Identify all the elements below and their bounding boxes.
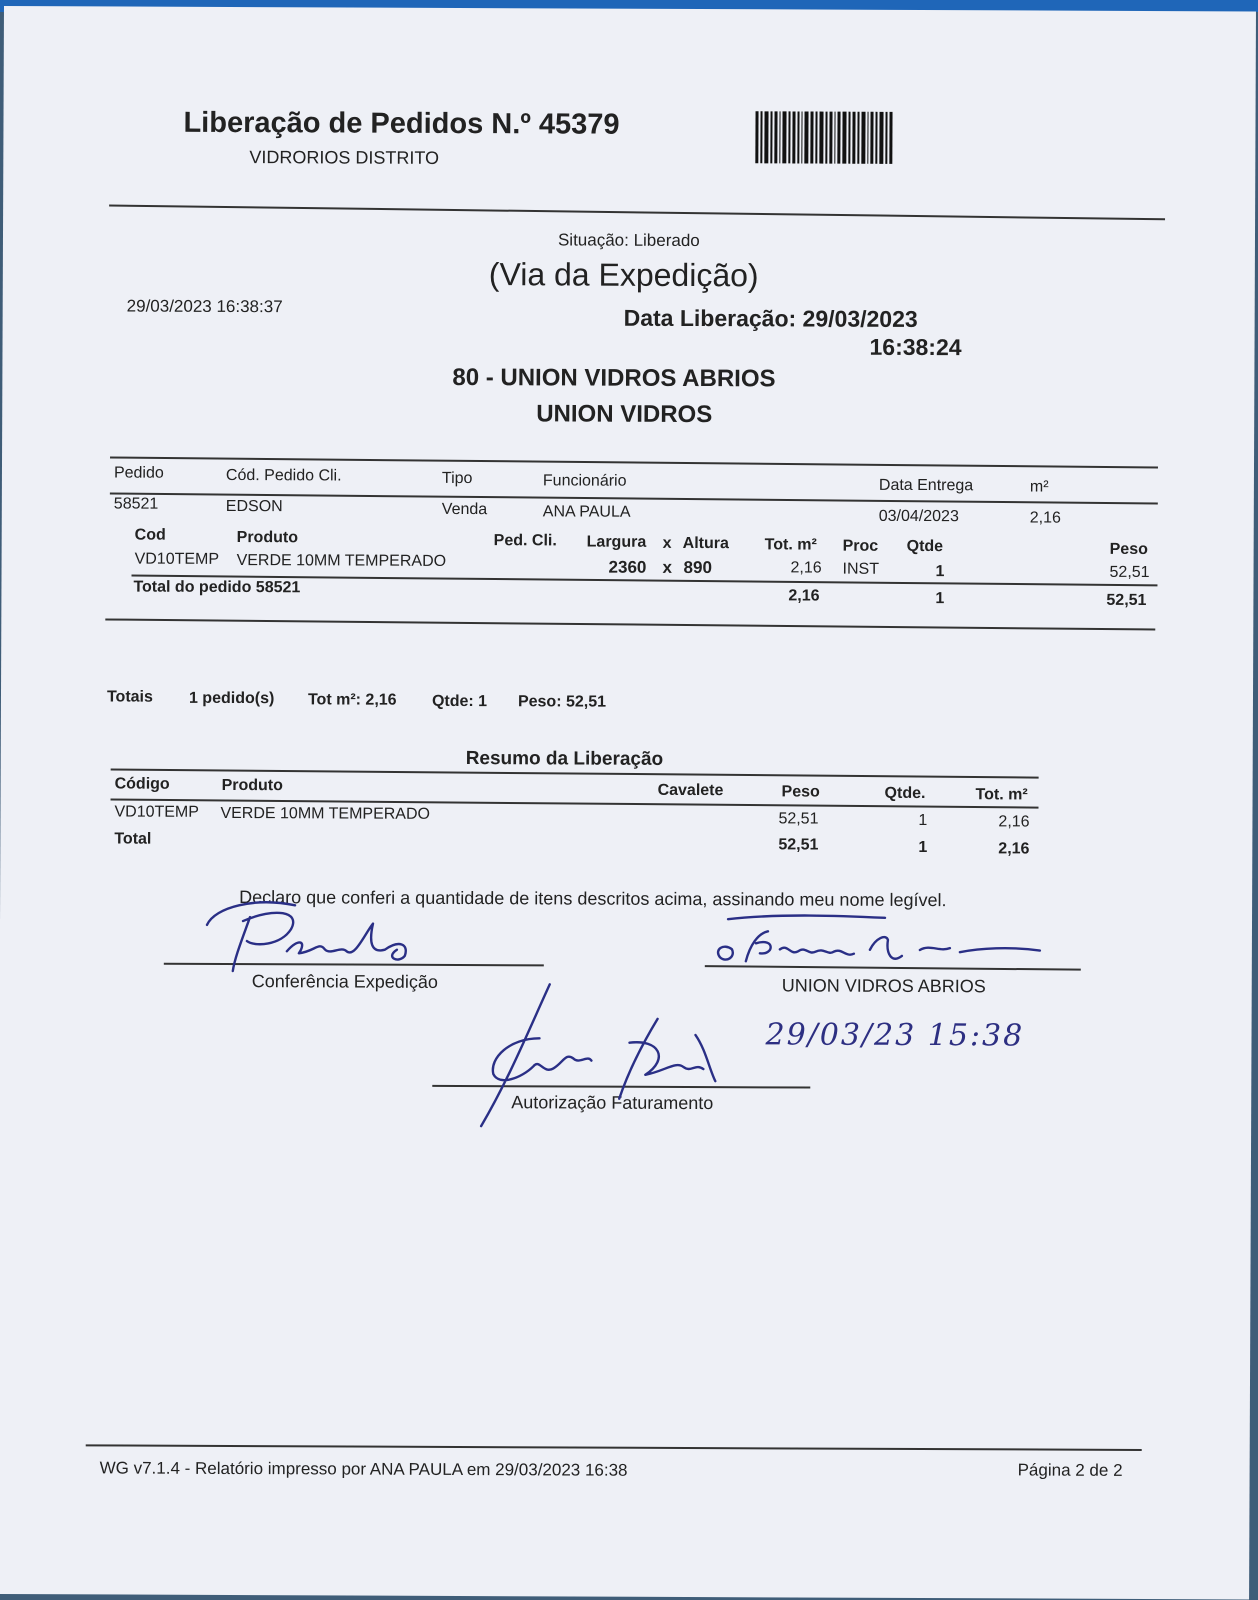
document-page [0,6,1256,1599]
item-altura: 890 [683,557,712,578]
totals-peso: Peso: 52,51 [517,693,607,711]
totals-m2: Tot m²: 2,16 [307,691,397,709]
item-header-qtde: Qtde [906,537,944,556]
signature-label-autorizacao: Autorização Faturamento [511,1092,714,1114]
footer-page-number: Página 2 de 2 [1017,1460,1123,1480]
item-peso: 52,51 [1109,563,1150,582]
item-header-cod: Cod [134,526,166,544]
item-header-ped-cli: Ped. Cli. [493,532,557,550]
document-title: Liberação de Pedidos N.º 45379 [183,106,620,141]
summary-total-label: Total [114,830,152,848]
barcode [755,111,943,164]
value-m2: 2,16 [1029,509,1061,527]
value-tipo: Venda [441,500,488,519]
signature-label-client: UNION VIDROS ABRIOS [781,975,986,997]
item-header-produto: Produto [236,529,299,547]
summary-title: Resumo da Liberação [465,748,664,770]
item-header-tot-m2: Tot. m² [764,536,817,554]
item-header-largura: Largura [586,533,647,551]
item-produto: VERDE 10MM TEMPERADO [236,552,447,570]
item-largura: 2360 [608,557,647,577]
footer-left-text: WG v7.1.4 - Relatório impresso por ANA PAULA em 29/03/2023 16:38 [99,1458,628,1480]
summary-row-tot-m2: 2,16 [998,813,1030,831]
summary-row-produto: VERDE 10MM TEMPERADO [220,804,431,823]
summary-total-tot-m2: 2,16 [998,840,1030,858]
item-qtde: 1 [935,563,945,581]
order-total-peso: 52,51 [1106,591,1147,609]
footer-divider [86,1444,1142,1451]
value-data-entrega: 03/04/2023 [878,507,959,526]
value-funcionario: ANA PAULA [542,503,631,521]
handwritten-signature-autorizacao [469,978,730,1129]
summary-row-peso: 52,51 [778,810,819,828]
company-name: VIDRORIOS DISTRITO [249,147,440,168]
handwritten-signature-client [710,909,1070,981]
handwritten-signature-conferencia [195,897,475,978]
header-pedido: Pedido [113,464,164,482]
summary-header-tot-m2: Tot. m² [975,786,1028,804]
summary-header-peso: Peso [781,783,820,801]
handwritten-date: 29/03/23 15:38 [765,1017,1025,1054]
header-divider [109,204,1165,220]
order-total-m2: 2,16 [788,587,820,605]
item-cod: VD10TEMP [134,550,220,568]
print-datetime: 29/03/2023 16:38:37 [126,296,283,317]
order-total-qtde: 1 [935,590,945,608]
summary-header-codigo: Código [114,775,170,793]
client-name: 80 - UNION VIDROS ABRIOS [452,363,776,393]
summary-row-qtde: 1 [918,811,928,830]
totals-qtde: Qtde: 1 [431,692,488,711]
via-label: (Via da Expedição) [488,256,759,294]
header-tipo: Tipo [441,469,473,488]
client-short-name: UNION VIDROS [536,400,713,429]
header-funcionario: Funcionário [542,472,627,490]
summary-header-cavalete: Cavalete [657,781,724,800]
totals-pedidos: 1 pedido(s) [188,689,275,708]
item-header-proc: Proc [842,537,879,555]
signature-label-conferencia: Conferência Expedição [251,971,438,992]
summary-row-codigo: VD10TEMP [114,803,199,821]
situacao-status: Situação: Liberado [557,230,700,251]
header-m2: m² [1029,478,1049,496]
item-header-peso: Peso [1109,540,1148,558]
item-tot-m2: 2,16 [790,559,822,577]
item-x: x [662,557,673,577]
header-cod-pedido-cli: Cód. Pedido Cli. [225,466,342,485]
value-cod-pedido-cli: EDSON [225,497,283,516]
header-data-entrega: Data Entrega [878,476,974,495]
item-header-altura: Altura [682,534,729,553]
declaration-text: Declaro que conferi a quantidade de itens descritos acima, assinando meu nome legível. [239,887,947,911]
item-proc: INST [842,560,880,578]
value-pedido: 58521 [113,495,159,513]
summary-header-qtde: Qtde. [884,784,926,803]
totals-label: Totais [106,688,153,706]
summary-header-produto: Produto [221,776,283,795]
data-liberacao-time: 16:38:24 [869,333,962,361]
summary-total-peso: 52,51 [778,836,819,854]
order-table-bottom-line [105,618,1155,630]
order-total-label: Total do pedido 58521 [133,578,301,597]
item-header-x: x [662,534,672,552]
summary-total-qtde: 1 [918,838,928,857]
data-liberacao: Data Liberação: 29/03/2023 [623,304,918,332]
